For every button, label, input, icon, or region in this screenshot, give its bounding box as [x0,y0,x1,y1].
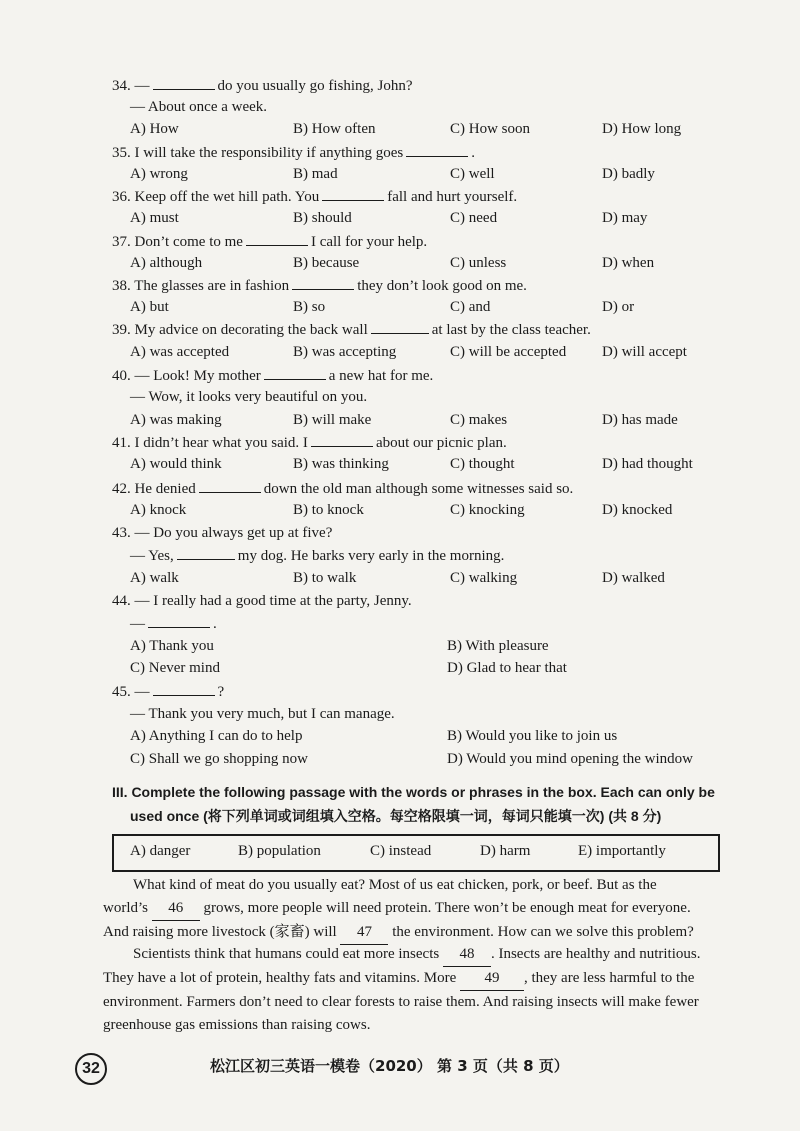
word-option-d: D) harm [480,843,531,859]
q39-stem-a: 39. My advice on decorating the back wall [112,322,368,338]
blank-49: 49 [460,967,524,991]
word-option-e: E) importantly [578,843,666,859]
answer-blank [406,141,468,157]
question-37 [0,230,800,252]
option-a: A) was accepted [130,344,230,360]
option-a: A) must [130,210,179,226]
option-c: C) will be accepted [450,344,567,360]
answer-blank [199,477,261,493]
answer-blank [148,612,210,628]
option-d: D) will accept [602,344,687,360]
q43-options [0,567,800,589]
q44-reply-a: — [130,616,145,632]
passage-text: world’s [103,900,148,916]
question-36 [0,185,800,207]
option-b: B) to knock [293,502,364,518]
option-c: C) How soon [450,121,531,137]
answer-blank [153,74,215,90]
q39-stem-b: at last by the class teacher. [431,322,591,338]
q34-stem-b: do you usually go fishing, John? [217,78,413,94]
q44-options-row1 [0,635,800,657]
q35-stem-a: 35. I will take the responsibility if anything goes [112,145,404,161]
q45-reply: — Thank you very much, but I can manage. [130,706,395,722]
option-c: C) well [450,166,495,182]
passage-line [103,967,725,991]
q45-stem-b: ? [217,684,225,700]
q34-stem-a: 34. — [112,78,150,94]
question-43 [0,522,800,544]
section-3-heading [112,780,728,828]
option-c: C) unless [450,255,507,271]
passage-line [103,921,725,945]
passage-text: They have a lot of protein, healthy fats and vitamins. More [103,970,457,986]
option-d: D) or [602,299,635,315]
passage-paragraph-2 [103,943,725,1037]
option-d: D) knocked [602,502,673,518]
option-c: C) thought [450,456,515,472]
option-a: A) knock [130,502,187,518]
q45-options-row1 [0,725,800,747]
question-35 [0,141,800,163]
option-d: D) may [602,210,648,226]
question-41 [0,431,800,453]
q40-options [0,409,800,431]
question-39 [0,318,800,340]
answer-blank [177,544,235,560]
q38-stem-a: 38. The glasses are in fashion [112,278,290,294]
q44-stem: 44. — I really had a good time at the party, Jenny. [112,593,412,609]
q35-options [0,163,800,185]
option-b: B) was accepting [293,344,397,360]
answer-blank [322,185,384,201]
option-b: B) How often [293,121,376,137]
passage-line [103,943,725,967]
passage-line: greenhouse gas emissions than raising cows. [103,1017,371,1033]
option-b: B) will make [293,412,372,428]
q41-stem-a: 41. I didn’t hear what you said. I [112,435,308,451]
option-a: A) but [130,299,169,315]
question-38 [0,274,800,296]
q42-stem-a: 42. He denied [112,481,196,497]
option-a: A) although [130,255,203,271]
option-b: B) With pleasure [447,638,549,654]
passage-line: environment. Farmers don’t need to clear forests to raise them. And raising insects will make fewer [103,994,699,1010]
option-b: B) to walk [293,570,357,586]
option-a: A) Anything I can do to help [130,728,303,744]
q40-stem-b: a new hat for me. [328,368,434,384]
question-34 [0,74,800,96]
q42-options [0,499,800,521]
passage-text: . Insects are healthy and nutritious. [490,946,701,962]
q39-options [0,341,800,363]
passage-text: , they are less harmful to the [523,970,695,986]
option-c: C) walking [450,570,518,586]
option-c: C) makes [450,412,508,428]
q35-stem-b: . [471,145,475,161]
answer-blank [292,274,354,290]
question-44 [0,590,800,612]
option-d: D) How long [602,121,682,137]
q41-stem-b: about our picnic plan. [375,435,507,451]
question-40 [0,364,800,386]
word-box [112,834,720,872]
q43-reply-b: my dog. He barks very early in the morning. [237,548,505,564]
answer-blank [246,230,308,246]
option-c: C) need [450,210,498,226]
q40-reply: — Wow, it looks very beautiful on you. [130,389,368,405]
q34-options [0,118,800,140]
footer-text: 松江区初三英语一模卷（2020） 第 3 页（共 8 页） [210,1057,569,1075]
q44-options-row2 [0,657,800,679]
option-c: C) Never mind [130,660,220,676]
option-c: C) Shall we go shopping now [130,751,308,767]
option-a: A) would think [130,456,222,472]
q37-stem-b: I call for your help. [310,234,428,250]
passage-text: grows, more people will need protein. There won’t be enough meat for everyone. [203,900,691,916]
word-option-b: B) population [238,843,321,859]
passage-text: Scientists think that humans could eat more insects [133,946,440,962]
option-d: D) walked [602,570,665,586]
q41-options [0,453,800,475]
q38-stem-b: they don’t look good on me. [357,278,527,294]
q38-options [0,296,800,318]
option-b: B) so [293,299,326,315]
option-a: A) How [130,121,179,137]
q37-stem-a: 37. Don’t come to me [112,234,243,250]
page-mark-circle: 32 [75,1053,107,1085]
section-3-heading-line2: used once (将下列单词或词组填入空格。每空格限填一词，每词只能填一次) (共 8 分) [130,808,662,824]
answer-blank [311,431,373,447]
question-45 [0,680,800,702]
q37-options [0,252,800,274]
page-footer [0,1053,800,1083]
option-b: B) mad [293,166,338,182]
option-a: A) wrong [130,166,188,182]
q36-stem-a: 36. Keep off the wet hill path. You [112,189,320,205]
option-b: B) was thinking [293,456,389,472]
passage-line: What kind of meat do you usually eat? Most of us eat chicken, pork, or beef. But as the [133,877,657,893]
q45-stem-a: 45. — [112,684,150,700]
passage-text: the environment. How can we solve this problem? [392,924,694,940]
option-b: B) should [293,210,352,226]
option-c: C) knocking [450,502,525,518]
option-d: D) when [602,255,655,271]
option-c: C) and [450,299,491,315]
q43-reply-a: — Yes, [130,548,174,564]
blank-47: 47 [340,921,388,945]
passage-paragraph-1 [103,874,725,945]
option-a: A) was making [130,412,222,428]
passage-line [103,897,725,921]
q43-stem: 43. — Do you always get up at five? [112,525,333,541]
blank-46: 46 [152,897,200,921]
option-a: A) walk [130,570,179,586]
answer-blank [153,680,215,696]
section-3-heading-line1: III. Complete the following passage with the words or phrases in the box. Each can only be [112,784,715,800]
passage-text: And raising more livestock (家畜) will [103,924,337,940]
q44-reply-b: . [213,616,217,632]
blank-48: 48 [443,943,491,967]
q42-stem-b: down the old man although some witnesses said so. [263,481,574,497]
q45-options-row2 [0,748,800,770]
answer-blank [264,364,326,380]
answer-blank [371,318,429,334]
word-option-c: C) instead [370,843,432,859]
option-a: A) Thank you [130,638,214,654]
word-option-a: A) danger [130,843,191,859]
q36-stem-b: fall and hurt yourself. [387,189,518,205]
option-d: D) badly [602,166,655,182]
option-d: D) Glad to hear that [447,660,567,676]
option-d: D) has made [602,412,678,428]
option-d: D) Would you mind opening the window [447,751,693,767]
option-d: D) had thought [602,456,693,472]
q34-reply: — About once a week. [130,99,268,115]
option-b: B) because [293,255,360,271]
q36-options [0,207,800,229]
question-42 [0,477,800,499]
option-b: B) Would you like to join us [447,728,618,744]
q40-stem-a: 40. — Look! My mother [112,368,261,384]
